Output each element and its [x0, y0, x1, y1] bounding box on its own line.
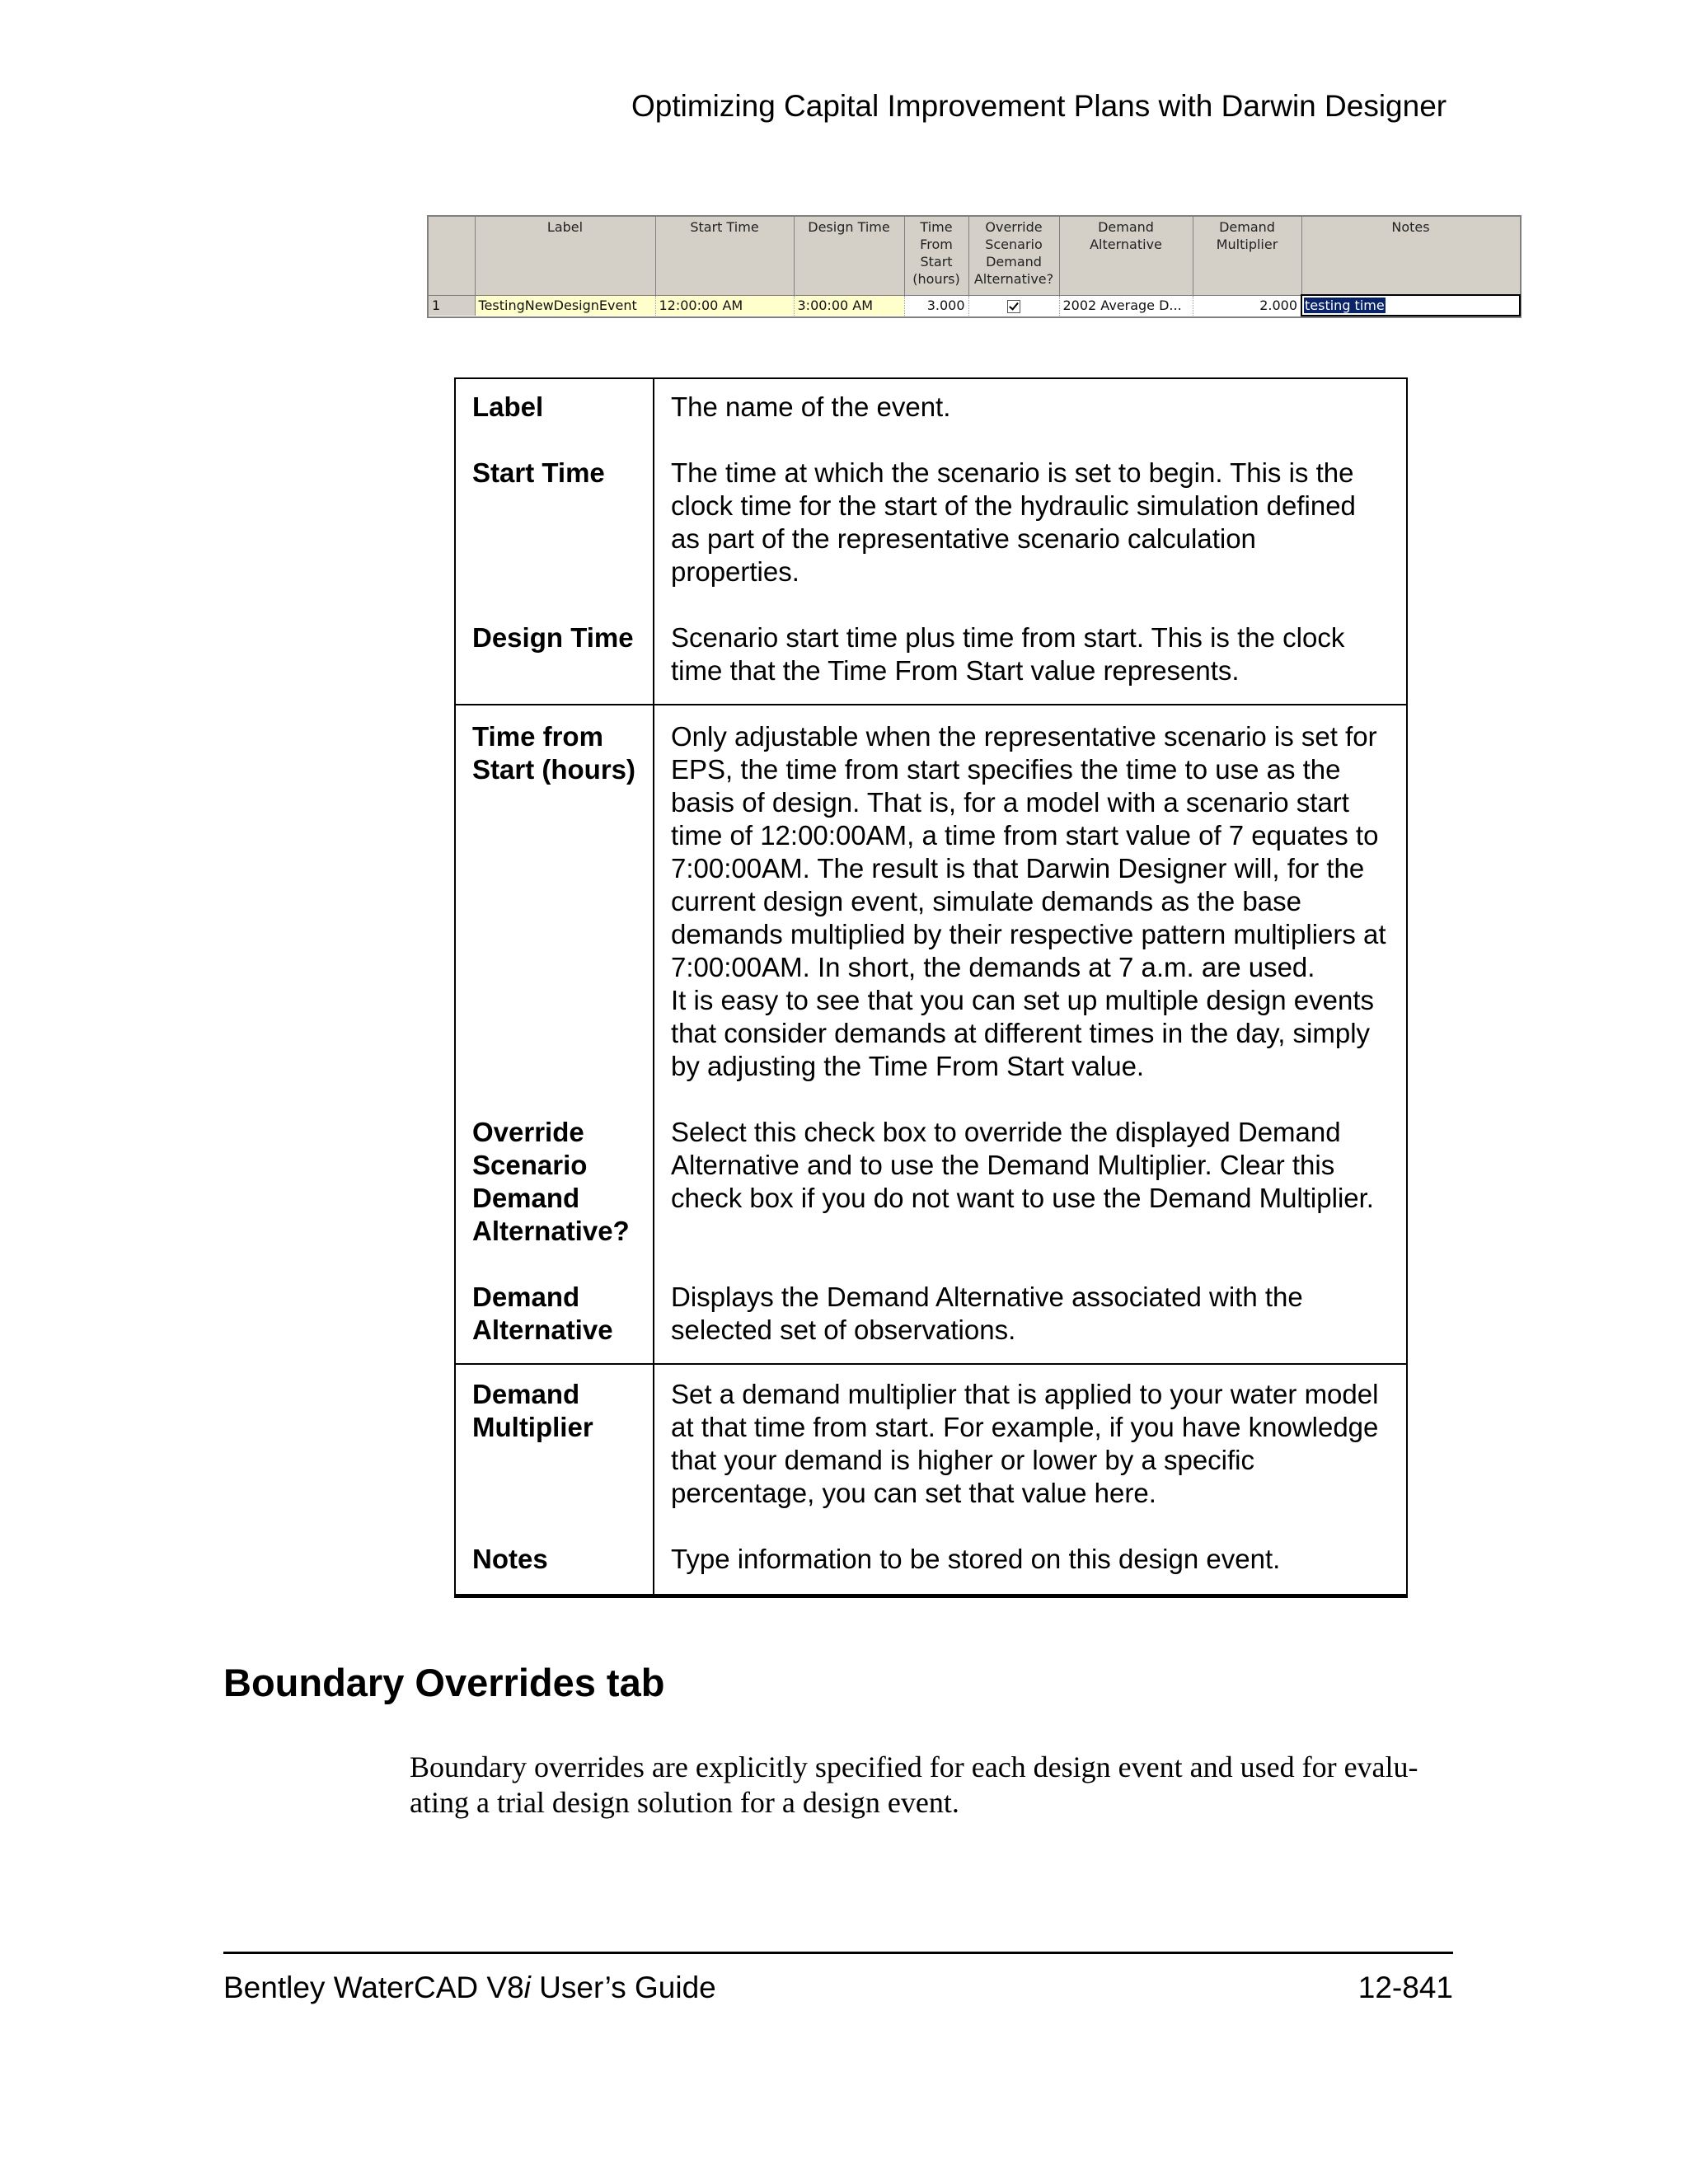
desc-time-from-start-p1: Only adjustable when the representative scenario is set for EPS, the time from start specifies the time to use as the basis of design. That is, for a model with a scenario start time of 12:00:00AM, a time from start value of 7 equates to 7:00:00AM. The result is that Darwin Designer will, for the current design event, simulate demands as the base demands multiplied by their respective pattern multipliers at 7:00:00AM. In short, the demands at 7 a.m. are used.	[671, 721, 1386, 982]
def-row-design-time	[455, 621, 1407, 705]
term-demand-alternative: Demand Alternative	[455, 1281, 654, 1364]
def-row-start-time	[455, 457, 1407, 621]
grid-header-rownum	[429, 217, 475, 295]
desc-start-time: The time at which the scenario is set to begin. This is the clock time for the start of the hydraulic simulation defined as part of the representative scenario calculation properties.	[671, 457, 1356, 587]
desc-time-from-start	[654, 705, 1407, 1116]
cell-override[interactable]	[968, 295, 1059, 316]
cell-demand-alternative[interactable]: 2002 Average D...	[1059, 295, 1193, 316]
cell-notes[interactable]	[1301, 295, 1520, 316]
section-heading: Boundary Overrides tab	[223, 1661, 665, 1704]
def-row-demand-multiplier	[455, 1364, 1407, 1543]
def-row-notes	[455, 1543, 1407, 1596]
term-start-time: Start Time	[455, 457, 654, 621]
cell-design-time[interactable]: 3:00:00 AM	[794, 295, 904, 316]
def-row-override	[455, 1116, 1407, 1281]
cell-start-time[interactable]: 12:00:00 AM	[655, 295, 794, 316]
desc-override: Select this check box to override the displayed Demand Alternative and to use the Demand Multiplier. Clear this check box if you do not want to use the Demand Multiplier.	[671, 1117, 1374, 1213]
page-number: 12-841	[1357, 1971, 1453, 2004]
field-definitions-table	[454, 377, 1408, 1598]
cell-time-from-start[interactable]: 3.000	[904, 295, 968, 316]
footer-product-suffix: User’s Guide	[530, 1971, 716, 2004]
def-row-label	[455, 378, 1407, 457]
running-header: Optimizing Capital Improvement Plans with Darwin Designer	[631, 89, 1447, 123]
term-notes: Notes	[455, 1543, 654, 1596]
grid-header-demand-multiplier[interactable]: Demand Multiplier	[1193, 217, 1301, 295]
design-events-grid	[427, 215, 1522, 318]
cell-demand-multiplier[interactable]: 2.000	[1193, 295, 1301, 316]
row-number: 1	[429, 295, 475, 316]
section-body: Boundary overrides are explicitly specified for each design event and used for evalu-ating a trial design solution for a design event.	[410, 1750, 1418, 1819]
grid-header-start-time[interactable]: Start Time	[655, 217, 794, 295]
grid-header-row	[429, 217, 1520, 295]
grid-header-notes[interactable]: Notes	[1301, 217, 1520, 295]
term-label: Label	[455, 378, 654, 457]
footer-product-title	[223, 1971, 716, 2005]
override-checkbox[interactable]	[1007, 300, 1020, 313]
term-demand-multiplier: Demand Multiplier	[455, 1364, 654, 1543]
desc-demand-alternative: Displays the Demand Alternative associated with the selected set of observations.	[671, 1282, 1303, 1345]
desc-demand-multiplier: Set a demand multiplier that is applied to your water model at that time from start. For example, if you have knowledge that your demand is higher or lower by a specific percentage, you can set that value here.	[654, 1364, 1407, 1543]
notes-selected-text[interactable]: testing time	[1305, 298, 1385, 313]
grid-header-design-time[interactable]: Design Time	[794, 217, 904, 295]
desc-label: The name of the event.	[671, 391, 951, 422]
desc-notes: Type information to be stored on this design event.	[671, 1544, 1281, 1574]
grid-header-time-from-start[interactable]: Time From Start (hours)	[904, 217, 968, 295]
desc-time-from-start-p2: It is easy to see that you can set up multiple design events that consider demands at different times in the day, simply by adjusting the Time From Start value.	[671, 985, 1374, 1081]
grid-header-label[interactable]: Label	[475, 217, 655, 295]
term-design-time: Design Time	[455, 621, 654, 705]
footer-divider	[223, 1952, 1453, 1954]
table-row[interactable]	[429, 295, 1520, 316]
term-override: Override Scenario Demand Alternative?	[455, 1116, 654, 1281]
footer-product-italic: i	[523, 1971, 531, 2004]
def-row-demand-alternative	[455, 1281, 1407, 1364]
grid-header-override[interactable]: Override Scenario Demand Alternative?	[968, 217, 1059, 295]
desc-design-time: Scenario start time plus time from start. This is the clock time that the Time From Start value represents.	[671, 622, 1345, 686]
cell-label[interactable]: TestingNewDesignEvent	[475, 295, 655, 316]
footer-product-prefix: Bentley WaterCAD V8	[223, 1971, 524, 2004]
term-time-from-start: Time from Start (hours)	[455, 705, 654, 1116]
def-row-time-from-start	[455, 705, 1407, 1116]
grid-header-demand-alternative[interactable]: Demand Alternative	[1059, 217, 1193, 295]
